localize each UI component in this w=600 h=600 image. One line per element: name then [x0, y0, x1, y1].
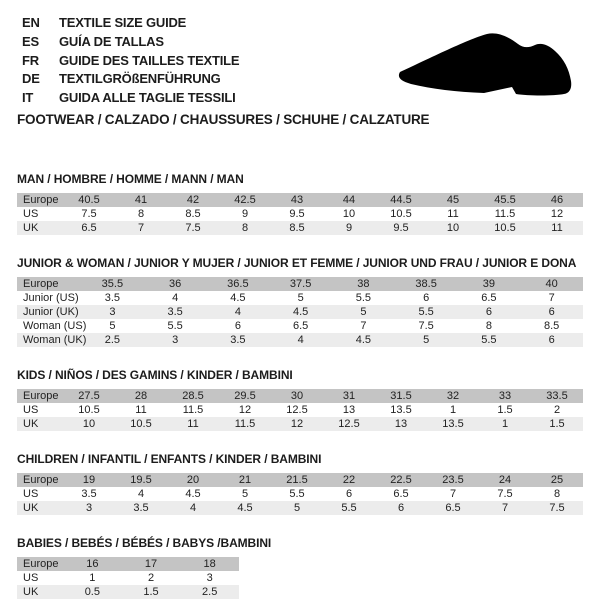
row-label: Woman (UK) [23, 333, 87, 346]
size-value: 7.5 [81, 207, 97, 220]
size-value: 31.5 [390, 389, 412, 402]
language-label: GUÍA DE TALLAS [59, 33, 164, 49]
table-row-europe [17, 193, 583, 207]
table-row-europe [17, 389, 583, 403]
table-row-us [17, 487, 583, 501]
size-value: 10.5 [78, 403, 100, 416]
size-value: 7 [449, 487, 457, 500]
size-value: 27.5 [78, 389, 100, 402]
table-row-woman-uk [17, 333, 583, 347]
size-table-section [17, 536, 583, 599]
size-table-section [17, 256, 583, 347]
row-label: Woman (US) [23, 319, 87, 332]
size-value: 2 [147, 571, 155, 584]
size-value: 4 [189, 501, 197, 514]
size-value: 24 [498, 473, 512, 486]
category-line: FOOTWEAR / CALZADO / CHAUSSURES / SCHUHE / CALZATURE [17, 111, 430, 127]
size-value: 6 [234, 319, 241, 332]
size-value: 3 [206, 571, 213, 584]
size-table-section [17, 452, 583, 515]
size-value: 18 [203, 557, 216, 570]
size-value: 8 [241, 221, 249, 234]
size-value: 7.5 [185, 221, 201, 234]
table-title: CHILDREN / INFANTIL / ENFANTS / KINDER / BAMBINI [17, 451, 322, 466]
size-value: 38 [357, 277, 370, 290]
size-value: 8.5 [543, 319, 560, 332]
size-value: 46 [550, 193, 564, 206]
size-value: 13.5 [442, 417, 464, 430]
size-value: 40 [545, 277, 558, 290]
row-label: US [23, 207, 39, 220]
size-table-section [17, 368, 583, 431]
row-label: US [23, 571, 39, 584]
row-label: Europe [23, 473, 59, 486]
size-value: 5 [423, 333, 430, 346]
size-value: 2 [553, 403, 561, 416]
size-value: 44 [342, 193, 356, 206]
size-value: 42.5 [234, 193, 256, 206]
size-value: 30 [290, 389, 304, 402]
size-value: 10 [342, 207, 356, 220]
size-value: 4.5 [355, 333, 372, 346]
size-value: 5 [360, 305, 367, 318]
row-label: Europe [23, 277, 59, 290]
size-value: 3 [109, 305, 116, 318]
table-row-europe [17, 473, 583, 487]
size-value: 9.5 [289, 207, 305, 220]
table-row-us [17, 207, 583, 221]
size-value: 4.5 [292, 305, 309, 318]
table-row-uk [17, 417, 583, 431]
size-value: 41 [134, 193, 148, 206]
size-value: 33.5 [546, 389, 568, 402]
size-value: 8 [553, 487, 561, 500]
size-value: 11 [551, 221, 563, 234]
size-value: 6 [485, 305, 492, 318]
size-value: 4 [297, 333, 304, 346]
size-value: 6.5 [393, 487, 409, 500]
size-value: 45 [446, 193, 460, 206]
size-value: 5 [241, 487, 249, 500]
row-label: Europe [23, 557, 59, 570]
size-value: 1.5 [497, 403, 513, 416]
size-value: 10 [82, 417, 96, 430]
size-value: 5.5 [341, 501, 357, 514]
language-code: ES [22, 33, 39, 49]
size-value: 21.5 [286, 473, 308, 486]
shoe-icon [394, 20, 578, 98]
size-value: 25 [550, 473, 564, 486]
size-value: 5.5 [481, 333, 497, 346]
size-value: 36 [169, 277, 182, 290]
size-value: 5 [297, 291, 304, 304]
table-row-europe [17, 557, 239, 571]
size-value: 43 [290, 193, 304, 206]
size-value: 1.5 [143, 585, 159, 598]
table-row-uk [17, 501, 583, 515]
size-value: 1 [449, 403, 457, 416]
size-value: 45.5 [494, 193, 516, 206]
size-value: 20 [186, 473, 200, 486]
size-value: 3.5 [104, 291, 121, 304]
size-value: 6 [548, 305, 555, 318]
table-row-us [17, 403, 583, 417]
size-value: 10.5 [130, 417, 152, 430]
size-value: 35.5 [101, 277, 124, 290]
table-row-us [17, 571, 239, 585]
size-value: 21 [238, 473, 252, 486]
size-value: 40.5 [78, 193, 100, 206]
size-value: 31 [342, 389, 356, 402]
size-value: 7 [360, 319, 367, 332]
size-value: 4.5 [185, 487, 201, 500]
size-value: 5.5 [289, 487, 305, 500]
row-label: US [23, 403, 39, 416]
language-label: TEXTILE SIZE GUIDE [59, 15, 187, 30]
size-table-section [17, 172, 583, 235]
row-label: Europe [23, 389, 59, 402]
language-code: IT [22, 90, 34, 106]
language-label: GUIDE DES TAILLES TEXTILE [59, 52, 240, 68]
size-value: 1 [501, 417, 509, 430]
table-row-woman-us [17, 319, 583, 333]
table-title: BABIES / BEBÉS / BÉBÉS / BABYS /BAMBINI [17, 535, 272, 550]
size-value: 7.5 [497, 487, 513, 500]
size-table [17, 557, 239, 599]
size-value: 36.5 [227, 277, 249, 290]
size-value: 29.5 [234, 389, 256, 402]
size-value: 5 [293, 501, 301, 514]
size-table [17, 389, 583, 431]
size-value: 7 [137, 221, 145, 234]
size-value: 6.5 [292, 319, 309, 332]
size-value: 8 [485, 319, 492, 332]
size-value: 22 [342, 473, 356, 486]
size-value: 7 [548, 291, 555, 304]
size-value: 10.5 [390, 207, 412, 220]
size-value: 3.5 [133, 501, 149, 514]
size-value: 39 [482, 277, 495, 290]
row-label: UK [23, 221, 39, 234]
size-value: 12 [290, 417, 304, 430]
size-value: 1 [89, 571, 96, 584]
size-value: 32 [446, 389, 460, 402]
size-value: 19 [82, 473, 96, 486]
size-value: 0.5 [84, 585, 100, 598]
size-value: 33 [498, 389, 512, 402]
language-label: GUIDA ALLE TAGLIE TESSILI [59, 90, 236, 106]
size-value: 6.5 [481, 291, 497, 304]
size-value: 12 [550, 207, 564, 220]
table-title: MAN / HOMBRE / HOMME / MANN / MAN [17, 171, 244, 186]
size-value: 5.5 [355, 291, 372, 304]
size-value: 6 [548, 333, 555, 346]
size-value: 4.5 [230, 291, 246, 304]
size-value: 3.5 [230, 333, 246, 346]
size-value: 12.5 [286, 403, 308, 416]
size-value: 19.5 [130, 473, 152, 486]
size-value: 4 [172, 291, 179, 304]
size-value: 11 [447, 207, 459, 220]
size-value: 11 [135, 403, 147, 416]
size-value: 23.5 [442, 473, 464, 486]
size-value: 13.5 [390, 403, 412, 416]
size-value: 7.5 [418, 319, 434, 332]
size-tables [17, 172, 583, 599]
language-code: DE [22, 71, 40, 87]
size-value: 28 [134, 389, 148, 402]
row-label: Junior (UK) [23, 305, 79, 318]
row-label: UK [23, 501, 39, 514]
table-row-uk [17, 585, 239, 599]
size-value: 9 [345, 221, 353, 234]
size-value: 22.5 [390, 473, 412, 486]
size-value: 11 [187, 417, 199, 430]
row-label: US [23, 487, 39, 500]
size-value: 3.5 [167, 305, 183, 318]
table-row-europe [17, 277, 583, 291]
size-value: 37.5 [289, 277, 312, 290]
size-value: 5.5 [167, 319, 183, 332]
size-value: 7 [501, 501, 509, 514]
size-value: 12.5 [338, 417, 360, 430]
size-value: 13 [342, 403, 356, 416]
size-value: 44.5 [390, 193, 412, 206]
size-value: 3 [172, 333, 179, 346]
size-value: 11.5 [182, 403, 204, 416]
size-value: 5 [109, 319, 116, 332]
size-value: 9 [241, 207, 249, 220]
size-value: 16 [86, 557, 99, 570]
size-value: 10 [446, 221, 460, 234]
size-value: 10.5 [494, 221, 516, 234]
size-value: 38.5 [415, 277, 437, 290]
language-code: EN [22, 15, 40, 30]
size-value: 6 [345, 487, 353, 500]
size-value: 2.5 [202, 585, 218, 598]
size-value: 11.5 [494, 207, 516, 220]
size-value: 28.5 [182, 389, 204, 402]
language-label: TEXTILGRÖßENFÜHRUNG [59, 71, 221, 87]
size-table [17, 473, 583, 515]
size-table [17, 277, 583, 347]
size-value: 6 [397, 501, 405, 514]
row-label: UK [23, 585, 39, 598]
size-value: 17 [144, 557, 158, 570]
size-value: 1.5 [549, 417, 565, 430]
size-value: 12 [238, 403, 252, 416]
size-value: 3 [85, 501, 93, 514]
size-value: 8.5 [185, 207, 201, 220]
size-value: 3.5 [81, 487, 97, 500]
table-row-uk [17, 221, 583, 235]
size-value: 8.5 [289, 221, 305, 234]
row-label: UK [23, 417, 39, 430]
size-value: 6.5 [81, 221, 97, 234]
size-value: 7.5 [549, 501, 565, 514]
size-value: 4.5 [237, 501, 253, 514]
size-value: 11.5 [234, 417, 256, 430]
size-value: 13 [394, 417, 408, 430]
size-value: 4 [137, 487, 145, 500]
table-row-junior-us [17, 291, 583, 305]
row-label: Europe [23, 193, 59, 206]
size-value: 6 [423, 291, 430, 304]
language-code: FR [22, 52, 39, 68]
row-label: Junior (US) [23, 291, 79, 304]
size-value: 9.5 [393, 221, 409, 234]
size-table [17, 193, 583, 235]
size-value: 5.5 [418, 305, 434, 318]
size-value: 4 [234, 305, 241, 318]
size-value: 2.5 [104, 333, 121, 346]
table-title: JUNIOR & WOMAN / JUNIOR Y MUJER / JUNIOR ET FEMME / JUNIOR UND FRAU / JUNIOR E DONA [17, 255, 577, 270]
size-value: 8 [137, 207, 145, 220]
size-value: 42 [186, 193, 200, 206]
table-row-junior-uk [17, 305, 583, 319]
table-title: KIDS / NIÑOS / DES GAMINS / KINDER / BAMBINI [17, 367, 293, 382]
size-value: 6.5 [445, 501, 461, 514]
